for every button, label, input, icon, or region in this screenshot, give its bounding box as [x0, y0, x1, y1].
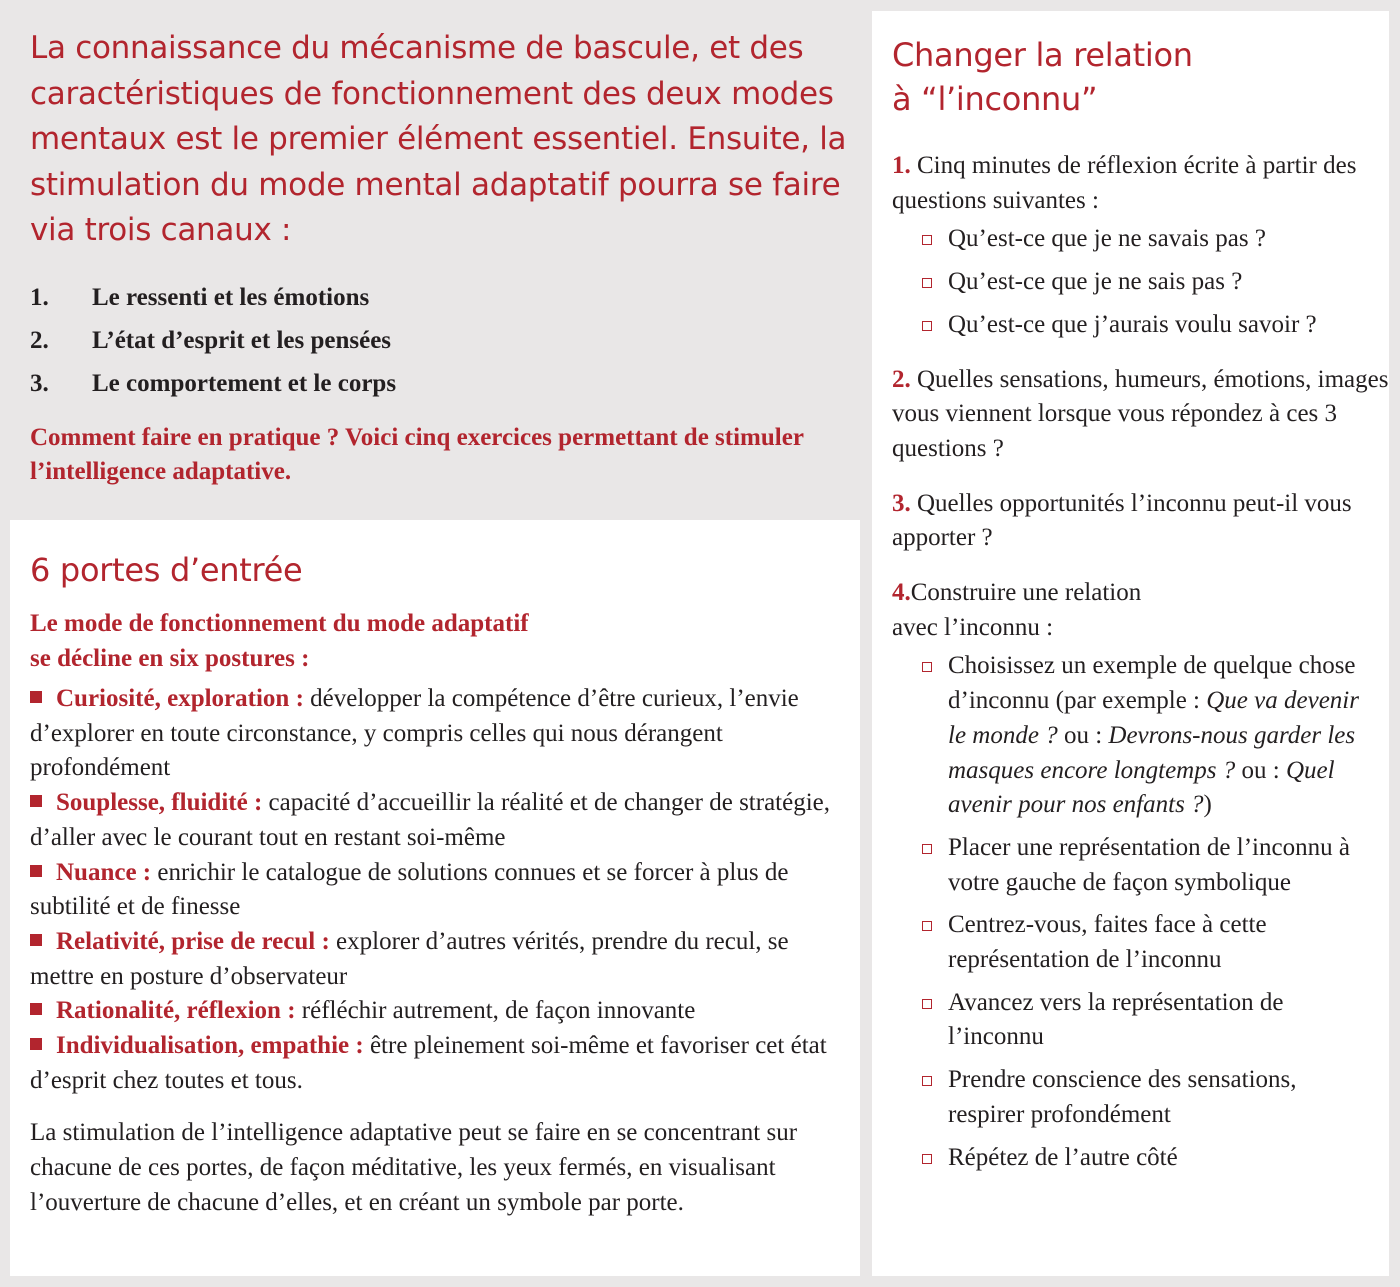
example-text	[948, 649, 1362, 823]
checkbox-icon	[922, 921, 932, 931]
step-number: 2.	[892, 365, 911, 393]
step-3	[892, 487, 1389, 556]
list-item	[922, 308, 1389, 343]
relation-panel	[872, 11, 1389, 1276]
checkbox-icon	[922, 235, 932, 245]
square-bullet-icon	[30, 795, 42, 807]
step-text-line2: avec l’inconnu :	[892, 613, 1054, 641]
checkbox-icon	[922, 1154, 932, 1164]
posture-text: développer la compétence d’être curieux, l’envie d’explorer en toute circonstance, y compris celles qui nous dérangent profondément	[30, 685, 799, 782]
example-question: Que va devenir le monde ?	[948, 687, 1359, 749]
portes-title: 6 portes d’entrée	[30, 551, 303, 589]
checkbox-icon	[922, 1076, 932, 1086]
step-text: Cinq minutes de réflexion écrite à partir des questions suivantes :	[892, 152, 1357, 214]
list-item	[922, 1063, 1362, 1132]
checkbox-icon	[922, 278, 932, 288]
portes-subtitle-line1: Le mode de fonctionnement du mode adaptatif	[30, 610, 529, 637]
posture-item	[30, 682, 840, 786]
posture-item	[30, 786, 840, 855]
list-item	[30, 276, 850, 319]
portes-subtitle-line2: se décline en six postures :	[30, 645, 310, 672]
square-bullet-icon	[30, 1003, 42, 1015]
example-separator: ou :	[1235, 756, 1286, 784]
example-question: Devrons-nous garder les masques encore longtemps ?	[948, 721, 1356, 784]
step-number: 3.	[892, 489, 911, 517]
posture-text: enrichir le catalogue de solutions connues et se forcer à plus de subtilité et de finesse	[30, 858, 789, 921]
practice-text: Comment faire en pratique ? Voici cinq exercices permettant de stimuler l’intelligence adaptative.	[30, 423, 804, 485]
relation-title-line1: Changer la relation	[892, 36, 1193, 74]
portes-panel	[10, 520, 860, 1276]
posture-term: Rationalité, réflexion :	[56, 997, 296, 1025]
posture-term: Relativité, prise de recul :	[56, 927, 330, 955]
step-number: 4.	[892, 579, 911, 607]
step-number: 1.	[892, 152, 911, 179]
posture-item	[30, 994, 840, 1029]
list-item	[922, 908, 1362, 977]
questions-list	[892, 222, 1389, 342]
step-1	[892, 149, 1389, 218]
list-item	[30, 362, 850, 405]
list-number: 1.	[30, 283, 49, 311]
square-bullet-icon	[30, 691, 42, 703]
posture-term: Souplesse, fluidité :	[56, 789, 263, 817]
list-label: Le ressenti et les émotions	[92, 283, 370, 311]
step-4	[892, 576, 1389, 645]
checkbox-icon	[922, 844, 932, 854]
checkbox-icon	[922, 662, 932, 672]
action-text: Centrez-vous, faites face à cette représentation de l’inconnu	[948, 911, 1267, 974]
portes-subtitle	[30, 606, 840, 676]
example-separator: ou :	[1057, 721, 1109, 749]
list-number: 2.	[30, 326, 49, 354]
channels-list	[30, 276, 850, 405]
list-item	[922, 986, 1362, 1055]
step-2	[892, 363, 1389, 467]
checkbox-icon	[922, 321, 932, 331]
list-item	[922, 649, 1362, 823]
step-text-line1: Construire une relation	[910, 579, 1142, 607]
list-item	[30, 319, 850, 362]
square-bullet-icon	[30, 865, 42, 877]
posture-text: réfléchir autrement, de façon innovante	[295, 997, 696, 1025]
posture-term: Individualisation, empathie :	[56, 1032, 364, 1060]
square-bullet-icon	[30, 934, 42, 946]
relation-title	[892, 33, 1389, 121]
step-text: Quelles opportunités l’inconnu peut-il vous apporter ?	[892, 489, 1352, 552]
checkbox-icon	[922, 999, 932, 1009]
action-text: Avancez vers la représentation de l’inconnu	[948, 988, 1284, 1051]
intro-section	[30, 26, 850, 489]
posture-item	[30, 925, 840, 994]
question-text: Qu’est-ce que je ne savais pas ?	[948, 225, 1266, 253]
posture-item	[30, 856, 840, 925]
list-item	[922, 222, 1389, 257]
posture-term: Curiosité, exploration :	[56, 685, 304, 712]
list-item	[922, 1141, 1362, 1176]
square-bullet-icon	[30, 1038, 42, 1050]
portes-closing: La stimulation de l’intelligence adaptative peut se faire en se concentrant sur chacune de ces portes, de façon méditative, les yeux fermés, en visualisant l’ouverture de chacune d’elles, et en créant un symbole par porte.	[30, 1119, 798, 1216]
question-text: Qu’est-ce que j’aurais voulu savoir ?	[948, 310, 1317, 338]
list-item	[922, 265, 1389, 300]
example-prefix: Choisissez un exemple de quelque chose d’inconnu (par exemple :	[948, 652, 1356, 715]
example-question: Quel avenir pour nos enfants ?	[948, 756, 1335, 819]
example-suffix: )	[1203, 791, 1212, 819]
posture-item	[30, 1029, 840, 1098]
list-number: 3.	[30, 369, 49, 397]
action-text: Prendre conscience des sensations, respirer profondément	[948, 1066, 1297, 1128]
posture-text: être pleinement soi-même et favoriser cet état d’esprit chez toutes et tous.	[30, 1032, 827, 1094]
posture-term: Nuance :	[56, 858, 152, 886]
relation-title-line2: à “l’inconnu”	[892, 80, 1098, 118]
list-item	[922, 831, 1362, 900]
posture-text: explorer d’autres vérités, prendre du recul, se mettre en posture d’observateur	[30, 927, 789, 990]
list-label: L’état d’esprit et les pensées	[92, 326, 392, 354]
step-text: Quelles sensations, humeurs, émotions, images vous viennent lorsque vous répondez à ces 3 questions ?	[892, 365, 1389, 462]
action-text: Placer une représentation de l’inconnu à votre gauche de façon symbolique	[948, 833, 1350, 896]
intro-text: La connaissance du mécanisme de bascule, et des caractéristiques de fonctionnement des deux modes mentaux est le premier élément essentiel. Ensuite, la stimulation du mode mental adaptatif pourra se faire via trois canaux :	[30, 30, 847, 248]
action-text: Répétez de l’autre côté	[948, 1143, 1178, 1171]
posture-text: capacité d’accueillir la réalité et de changer de stratégie, d’aller avec le courant tout en restant soi-même	[30, 789, 830, 851]
question-text: Qu’est-ce que je ne sais pas ?	[948, 268, 1243, 296]
list-label: Le comportement et le corps	[92, 369, 397, 397]
actions-list	[892, 649, 1362, 1175]
